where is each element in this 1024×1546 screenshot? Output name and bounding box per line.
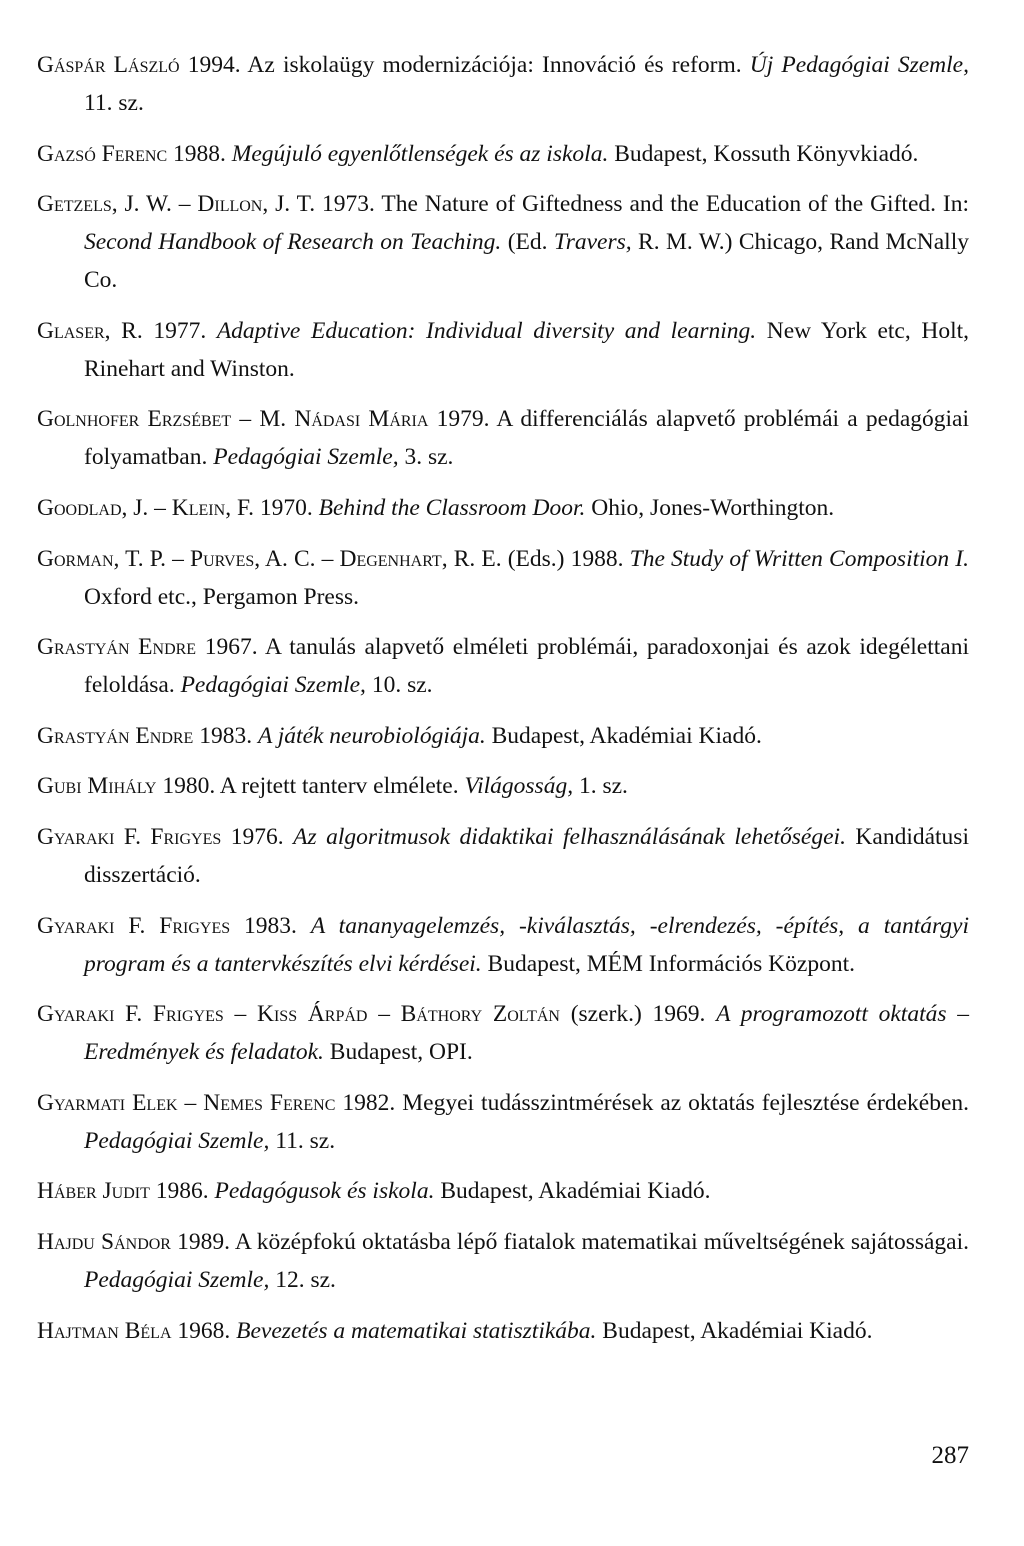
reference-title: Bevezetés a matematikai statisztikába. xyxy=(236,1317,597,1344)
reference-entry xyxy=(37,1172,969,1210)
reference-entry xyxy=(37,628,969,704)
reference-text: 1983. xyxy=(230,912,311,939)
reference-text: 1970. xyxy=(254,494,319,521)
reference-entry xyxy=(37,1312,969,1350)
reference-text: (Eds.) 1988. xyxy=(501,545,630,572)
reference-text: Kandidátusi disszertáció. xyxy=(84,823,969,888)
reference-text: Budapest, MÉM Információs Központ. xyxy=(481,950,855,977)
reference-text: 1977. xyxy=(142,317,217,344)
reference-author: Gyarmati Elek – Nemes Ferenc xyxy=(37,1089,336,1116)
reference-title: Világosság, xyxy=(464,773,574,800)
reference-author: Háber Judit xyxy=(37,1178,150,1205)
bibliography-page xyxy=(37,46,969,1362)
reference-text: 10. sz. xyxy=(365,672,433,699)
reference-list xyxy=(37,46,969,1350)
reference-title: Adaptive Education: Individual diversity and learning. xyxy=(216,317,757,344)
reference-title: A tananyagelemzés, -kiválasztás, -elrendezés, -építés, a tantárgyi program és a tantervkészítés elvi kérdései. xyxy=(84,912,969,977)
reference-text: 1979. A differenciálás alapvető problémái a pedagógiai folyamatban. xyxy=(84,406,969,471)
reference-text: Budapest, Akadémiai Kiadó. xyxy=(485,722,762,749)
reference-text: 1994. Az iskolaügy modernizációja: Innováció és reform. xyxy=(179,52,750,78)
reference-author: Gyaraki F. Frigyes xyxy=(37,823,222,850)
reference-title: Pedagógiai Szemle, xyxy=(180,672,366,699)
reference-author: Gyaraki F. Frigyes xyxy=(37,912,231,939)
reference-author: Grastyán Endre xyxy=(37,722,194,749)
reference-title: Pedagógusok és iskola. xyxy=(214,1178,435,1205)
reference-title: Pedagógiai Szemle, xyxy=(84,1266,270,1293)
reference-title: Pedagógiai Szemle, xyxy=(84,1127,270,1154)
reference-title: Megújuló egyenlőtlenségek és az iskola. xyxy=(231,140,609,167)
reference-text: R. M. W.) Chicago, Rand McNally Co. xyxy=(84,229,969,294)
reference-author: Gáspár László xyxy=(37,52,180,78)
reference-text: 1967. A tanulás alapvető elméleti problémái, paradoxonjai és azok idegélettani feloldása. xyxy=(84,634,969,699)
reference-author: Gyaraki F. Frigyes – Kiss Árpád – Báthory Zoltán xyxy=(37,1001,560,1028)
reference-entry xyxy=(37,489,969,527)
reference-text: 1968. xyxy=(171,1317,237,1344)
reference-text: (Ed. xyxy=(501,229,554,256)
reference-text: 1989. A középfokú oktatásba lépő fiatalok matematikai műveltségének sajátosságai. xyxy=(170,1228,969,1255)
reference-entry xyxy=(37,907,969,983)
reference-entry xyxy=(37,717,969,755)
reference-text: 12. sz. xyxy=(269,1266,336,1293)
reference-text: 1976. xyxy=(221,823,294,850)
reference-editor: Travers, xyxy=(553,229,632,256)
reference-entry xyxy=(37,46,969,122)
reference-text: Ohio, Jones-Worthington. xyxy=(585,494,835,521)
reference-author: Hajdu Sándor xyxy=(37,1228,171,1255)
reference-entry xyxy=(37,540,969,616)
reference-title: The Study of Written Composition I. xyxy=(629,545,969,572)
reference-entry xyxy=(37,818,969,894)
reference-author: Gubi Mihály xyxy=(37,773,157,800)
reference-author: Goodlad, J. – Klein, F. xyxy=(37,494,255,521)
reference-entry xyxy=(37,400,969,476)
reference-entry xyxy=(37,995,969,1071)
reference-text: Budapest, OPI. xyxy=(323,1039,473,1066)
reference-title: Az algoritmusok didaktikai felhasználásának lehetőségei. xyxy=(293,823,846,850)
reference-entry xyxy=(37,1223,969,1299)
reference-text: Oxford etc., Pergamon Press. xyxy=(84,583,359,610)
reference-title: A játék neurobiológiája. xyxy=(257,722,486,749)
reference-author: Golnhofer Erzsébet – M. Nádasi Mária xyxy=(37,406,429,433)
reference-text: (szerk.) 1969. xyxy=(559,1001,717,1028)
reference-title: A programozott oktatás – Eredmények és feladatok. xyxy=(84,1001,969,1066)
reference-title: Behind the Classroom Door. xyxy=(318,494,586,521)
reference-title: Second Handbook of Research on Teaching. xyxy=(84,229,502,256)
reference-entry xyxy=(37,312,969,388)
reference-author: Glaser, R. xyxy=(37,317,143,344)
reference-text: 1983. xyxy=(193,722,258,749)
reference-entry xyxy=(37,1084,969,1160)
reference-author: Gorman, T. P. – Purves, A. C. – Degenhart, R. E. xyxy=(37,545,502,572)
reference-author: Getzels, J. W. – Dillon, J. T. xyxy=(37,191,316,218)
reference-author: Grastyán Endre xyxy=(37,634,197,661)
reference-text: Budapest, Akadémiai Kiadó. xyxy=(596,1317,873,1344)
reference-entry xyxy=(37,185,969,299)
page-number: 287 xyxy=(931,1442,969,1469)
reference-text: New York etc, Holt, Rinehart and Winston. xyxy=(84,317,970,382)
reference-entry xyxy=(37,767,969,805)
reference-text: 1986. xyxy=(149,1178,215,1205)
reference-entry xyxy=(37,135,969,173)
reference-text: 1982. Megyei tudásszintmérések az oktatás fejlesztése érdekében. xyxy=(335,1089,969,1116)
reference-text: 3. sz. xyxy=(398,444,454,471)
reference-text: 11. sz. xyxy=(84,90,144,116)
reference-text: Budapest, Kossuth Könyvkiadó. xyxy=(608,140,919,167)
reference-title: Pedagógiai Szemle, xyxy=(213,444,399,471)
reference-author: Gazsó Ferenc xyxy=(37,140,168,167)
reference-text: 11. sz. xyxy=(269,1127,336,1154)
reference-text: Budapest, Akadémiai Kiadó. xyxy=(434,1178,711,1205)
reference-text: 1980. A rejtett tanterv elmélete. xyxy=(156,773,465,800)
reference-text: 1. sz. xyxy=(573,773,628,800)
reference-title: Új Pedagógiai Szemle, xyxy=(749,52,969,78)
reference-text: 1973. The Nature of Giftedness and the Education of the Gifted. In: xyxy=(315,191,969,218)
reference-text: 1988. xyxy=(167,140,232,167)
reference-author: Hajtman Béla xyxy=(37,1317,172,1344)
